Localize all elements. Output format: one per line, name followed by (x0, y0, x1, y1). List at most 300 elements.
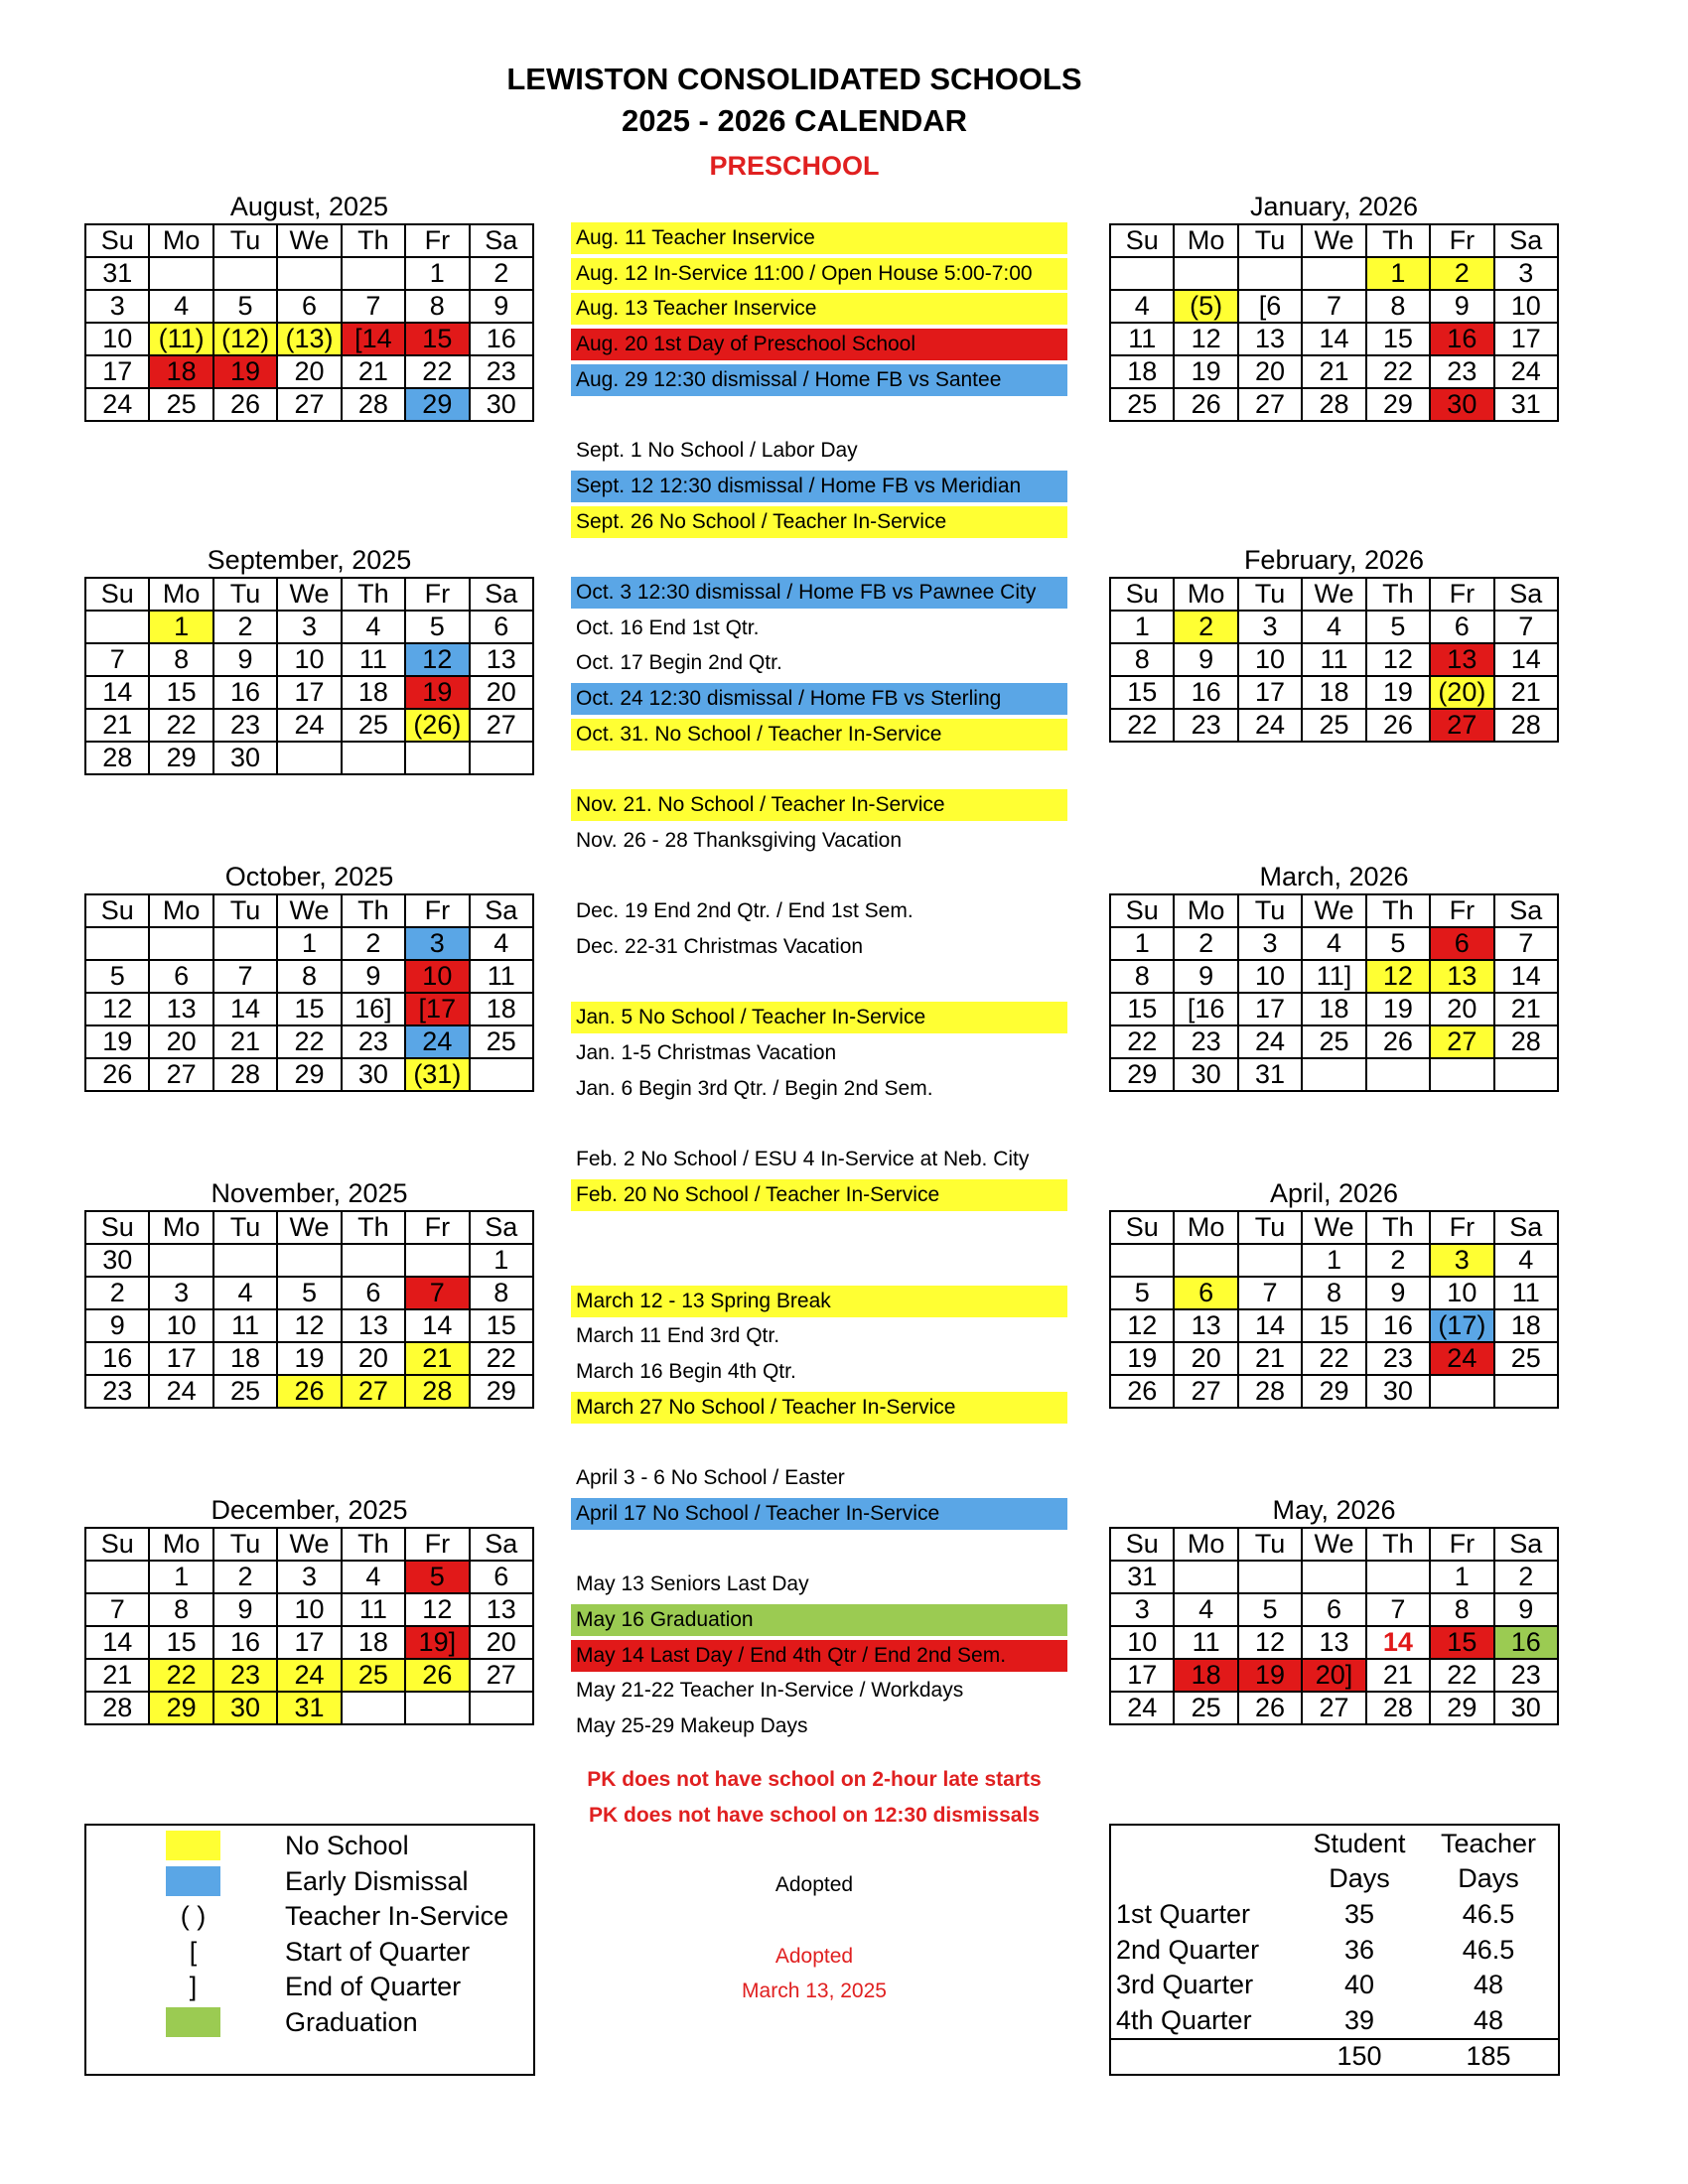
day-cell: 9 (470, 290, 533, 323)
month-grid (84, 1527, 534, 1725)
student-header: Student (1313, 1829, 1406, 1858)
quarter-name: 3rd Quarter (1116, 1970, 1254, 1999)
day-cell: 28 (1302, 388, 1365, 421)
event-item (571, 1108, 1067, 1140)
day-cell: 18 (1302, 676, 1365, 709)
day-cell: 30 (342, 1058, 405, 1091)
event-item: Oct. 17 Begin 2nd Qtr. (576, 651, 782, 675)
day-cell: 8 (1110, 960, 1174, 993)
day-cell: 11 (470, 960, 533, 993)
month-8 (84, 1493, 534, 1725)
month-grid (1109, 1210, 1559, 1409)
day-cell: 1 (1110, 927, 1174, 960)
day-cell: 7 (342, 290, 405, 323)
day-cell (1366, 1058, 1430, 1091)
weekday-header: Th (342, 578, 405, 611)
weekday-header: Su (85, 224, 149, 257)
day-cell: 1 (277, 927, 341, 960)
school-name: LEWISTON CONSOLIDATED SCHOOLS (506, 62, 1082, 96)
month-2 (84, 543, 534, 775)
day-cell: 3 (1430, 1244, 1493, 1277)
day-cell: 18 (1494, 1309, 1558, 1342)
weekday-header: Fr (405, 1528, 469, 1561)
day-cell: [14 (342, 323, 405, 355)
day-cell: 20 (149, 1025, 212, 1058)
day-cell: 22 (1110, 709, 1174, 742)
day-cell (1302, 1058, 1365, 1091)
weekday-header: We (277, 1211, 341, 1244)
day-cell: 23 (213, 709, 277, 742)
calendar-subtitle: PRESCHOOL (709, 151, 880, 181)
day-cell: 8 (1430, 1593, 1493, 1626)
day-cell: 18 (1174, 1659, 1237, 1692)
weekday-header: Fr (1430, 578, 1493, 611)
weekday-header: Th (342, 894, 405, 927)
day-cell: 26 (405, 1659, 469, 1692)
legend-item (86, 1936, 533, 1968)
event-item: May 21-22 Teacher In-Service / Workdays (576, 1679, 964, 1703)
day-cell: 31 (277, 1692, 341, 1724)
weekday-header: Su (1110, 578, 1174, 611)
day-cell: 22 (470, 1342, 533, 1375)
weekday-header: Sa (1494, 1211, 1558, 1244)
day-cell (1494, 1058, 1558, 1091)
day-cell (1174, 1561, 1237, 1593)
day-cell: 15 (470, 1309, 533, 1342)
month-3 (1109, 543, 1559, 743)
teacher-days-header: Days (1458, 1863, 1519, 1893)
legend-symbol: [ (189, 1936, 198, 1967)
student-days: 40 (1343, 1970, 1375, 1999)
day-cell: 7 (213, 960, 277, 993)
event-item: Aug. 29 12:30 dismissal / Home FB vs Santee (571, 364, 1067, 396)
day-cell: 1 (1430, 1561, 1493, 1593)
event-item (571, 860, 1067, 891)
day-cell: 28 (1238, 1375, 1302, 1408)
day-cell: 16 (213, 676, 277, 709)
weekday-header: Mo (1174, 1528, 1237, 1561)
event-item: May 13 Seniors Last Day (576, 1572, 809, 1596)
day-cell: 22 (1302, 1342, 1365, 1375)
day-cell: 21 (85, 1659, 149, 1692)
day-cell: 14 (85, 676, 149, 709)
day-cell: 5 (1366, 611, 1430, 643)
adopted-label: Adopted (774, 1873, 854, 1896)
day-cell: 20 (470, 676, 533, 709)
day-cell: 11] (1302, 960, 1365, 993)
legend-label: Start of Quarter (285, 1936, 471, 1967)
day-cell: 10 (1110, 1626, 1174, 1659)
month-title: December, 2025 (211, 1495, 408, 1525)
weekday-header: Tu (1238, 224, 1302, 257)
day-cell: 12 (85, 993, 149, 1025)
day-cell: 29 (1430, 1692, 1493, 1724)
day-cell: 26 (1238, 1692, 1302, 1724)
day-cell: 8 (149, 643, 212, 676)
day-cell: 25 (1494, 1342, 1558, 1375)
student-days-header: Days (1329, 1863, 1390, 1893)
day-cell: 11 (342, 1593, 405, 1626)
day-cell: 1 (149, 611, 212, 643)
quarter-row (1111, 1896, 1558, 1932)
event-item: Feb. 20 No School / Teacher In-Service (571, 1179, 1067, 1211)
legend-symbol: ( ) (180, 1901, 207, 1931)
legend-label: No School (285, 1831, 409, 1860)
day-cell: 7 (85, 643, 149, 676)
day-cell: 2 (1174, 927, 1237, 960)
day-cell (342, 1692, 405, 1724)
day-cell: 15 (1302, 1309, 1365, 1342)
legend-label: End of Quarter (285, 1972, 462, 2001)
event-item: Nov. 21. No School / Teacher In-Service (571, 789, 1067, 821)
quarter-row (1111, 1932, 1558, 1968)
month-title: May, 2026 (1272, 1495, 1396, 1525)
day-cell: 26 (1366, 709, 1430, 742)
day-cell: 21 (1494, 676, 1558, 709)
day-cell: 10 (277, 1593, 341, 1626)
weekday-header: Sa (470, 894, 533, 927)
day-cell: 12 (405, 643, 469, 676)
day-cell: (11) (149, 323, 212, 355)
weekday-header: We (1302, 1211, 1365, 1244)
weekday-header: We (1302, 578, 1365, 611)
day-cell: 11 (1494, 1277, 1558, 1309)
day-cell: 12 (1174, 323, 1237, 355)
day-cell: 23 (1174, 1025, 1237, 1058)
weekday-header: Mo (149, 1528, 212, 1561)
month-4 (84, 860, 534, 1092)
month-title: September, 2025 (207, 545, 412, 575)
weekday-header: Th (1366, 894, 1430, 927)
day-cell: 27 (149, 1058, 212, 1091)
day-cell (213, 1244, 277, 1277)
day-cell: 14 (213, 993, 277, 1025)
day-cell: 24 (277, 1659, 341, 1692)
event-item (571, 753, 1067, 785)
day-cell: 17 (1494, 323, 1558, 355)
day-cell: 23 (85, 1375, 149, 1408)
event-item (571, 541, 1067, 573)
day-cell: 25 (342, 709, 405, 742)
legend-swatch (166, 2007, 220, 2037)
day-cell: 13 (1238, 323, 1302, 355)
event-item: April 17 No School / Teacher In-Service (571, 1498, 1067, 1530)
day-cell: 9 (1494, 1593, 1558, 1626)
day-cell: 17 (1238, 993, 1302, 1025)
day-cell (213, 927, 277, 960)
month-1 (1109, 190, 1559, 422)
weekday-header: We (1302, 1528, 1365, 1561)
weekday-header: Th (1366, 578, 1430, 611)
event-item: Sept. 12 12:30 dismissal / Home FB vs Meridian (571, 471, 1067, 502)
day-cell: (20) (1430, 676, 1493, 709)
day-cell: 19 (1110, 1342, 1174, 1375)
day-cell: 29 (277, 1058, 341, 1091)
day-cell: 21 (342, 355, 405, 388)
day-cell (470, 1058, 533, 1091)
day-cell: 29 (1366, 388, 1430, 421)
day-cell: 10 (1494, 290, 1558, 323)
month-5 (1109, 860, 1559, 1092)
day-cell: 29 (1110, 1058, 1174, 1091)
day-cell (213, 257, 277, 290)
stats-header-row-1 (1111, 1826, 1558, 1861)
day-cell: 31 (1110, 1561, 1174, 1593)
weekday-header: Sa (1494, 224, 1558, 257)
weekday-header: Mo (1174, 1211, 1237, 1244)
day-cell: 6 (1302, 1593, 1365, 1626)
day-cell (1238, 1561, 1302, 1593)
day-cell: 22 (1110, 1025, 1174, 1058)
day-cell: 12 (1238, 1626, 1302, 1659)
day-cell (1238, 257, 1302, 290)
day-cell: 31 (85, 257, 149, 290)
day-cell: 15 (1110, 676, 1174, 709)
day-cell: 30 (213, 1692, 277, 1724)
day-cell: 23 (1174, 709, 1237, 742)
month-title: March, 2026 (1259, 862, 1409, 891)
day-cell: 27 (1238, 388, 1302, 421)
day-cell: 6 (1430, 611, 1493, 643)
day-cell: 13 (1174, 1309, 1237, 1342)
legend-label: Graduation (285, 2006, 418, 2037)
event-item: Oct. 24 12:30 dismissal / Home FB vs Sterling (571, 683, 1067, 715)
day-cell: 3 (277, 611, 341, 643)
day-cell: 3 (85, 290, 149, 323)
teacher-total: 185 (1466, 2041, 1511, 2071)
event-item: Aug. 20 1st Day of Preschool School (571, 329, 1067, 360)
event-item: March 16 Begin 4th Qtr. (576, 1360, 796, 1383)
day-cell: 24 (1238, 709, 1302, 742)
weekday-header: Tu (213, 224, 277, 257)
day-cell: 25 (149, 388, 212, 421)
day-cell: 27 (342, 1375, 405, 1408)
day-cell: 11 (1302, 643, 1365, 676)
day-cell: 2 (1366, 1244, 1430, 1277)
day-cell: 23 (1366, 1342, 1430, 1375)
event-item: Jan. 1-5 Christmas Vacation (576, 1040, 837, 1064)
day-cell: 17 (1110, 1659, 1174, 1692)
teacher-days: 48 (1473, 1970, 1504, 1999)
day-cell: 17 (277, 1626, 341, 1659)
day-cell (1302, 1561, 1365, 1593)
day-cell: 3 (149, 1277, 212, 1309)
day-cell: 9 (1174, 960, 1237, 993)
day-cell: 19 (1366, 993, 1430, 1025)
pk-note-dismissal: PK does not have school on 12:30 dismissals (589, 1804, 1040, 1827)
day-cell (342, 257, 405, 290)
day-cell: 17 (85, 355, 149, 388)
day-cell: 18 (470, 993, 533, 1025)
day-cell: 20 (470, 1626, 533, 1659)
legend-label: Teacher In-Service (285, 1901, 509, 1931)
day-cell: 19] (405, 1626, 469, 1659)
weekday-header: We (277, 224, 341, 257)
weekday-header: Sa (470, 224, 533, 257)
day-cell: 7 (1302, 290, 1365, 323)
day-cell: 2 (85, 1277, 149, 1309)
day-cell: 8 (470, 1277, 533, 1309)
day-cell: 13 (1430, 960, 1493, 993)
day-cell: 9 (1366, 1277, 1430, 1309)
day-cell: (31) (405, 1058, 469, 1091)
day-cell: 10 (277, 643, 341, 676)
day-cell: 7 (405, 1277, 469, 1309)
legend-swatch (166, 1831, 220, 1860)
day-cell: 7 (85, 1593, 149, 1626)
day-cell: (13) (277, 323, 341, 355)
pk-note-late-start: PK does not have school on 2-hour late starts (587, 1768, 1042, 1791)
day-cell: 29 (149, 742, 212, 774)
day-cell: 24 (1430, 1342, 1493, 1375)
day-cell (1430, 1375, 1493, 1408)
adopted-date: March 13, 2025 (742, 1979, 887, 2002)
event-item: Aug. 13 Teacher Inservice (571, 293, 1067, 325)
day-cell: 5 (85, 960, 149, 993)
day-cell: 21 (213, 1025, 277, 1058)
day-cell: 12 (1366, 960, 1430, 993)
event-item: Oct. 3 12:30 dismissal / Home FB vs Pawnee City (571, 577, 1067, 609)
day-cell: 10 (1238, 643, 1302, 676)
day-cell: 25 (1110, 388, 1174, 421)
day-cell: 19 (1238, 1659, 1302, 1692)
day-cell: 8 (1302, 1277, 1365, 1309)
month-0 (84, 190, 534, 422)
weekday-header: Tu (213, 1528, 277, 1561)
day-cell: 15 (1110, 993, 1174, 1025)
day-cell: 27 (470, 709, 533, 742)
weekday-header: Th (342, 1528, 405, 1561)
month-7 (1109, 1176, 1559, 1409)
day-cell: 15 (1366, 323, 1430, 355)
day-cell: 14 (1238, 1309, 1302, 1342)
event-item: Dec. 19 End 2nd Qtr. / End 1st Sem. (576, 899, 914, 923)
event-item (571, 1427, 1067, 1458)
day-cell (85, 927, 149, 960)
day-cell: 9 (85, 1309, 149, 1342)
month-9 (1109, 1493, 1559, 1725)
event-item: Aug. 12 In-Service 11:00 / Open House 5:00-7:00 (571, 258, 1067, 290)
day-cell: 1 (1302, 1244, 1365, 1277)
teacher-days: 46.5 (1462, 1934, 1515, 1965)
day-cell: 5 (405, 611, 469, 643)
day-cell: 23 (213, 1659, 277, 1692)
weekday-header: We (277, 894, 341, 927)
event-item: May 14 Last Day / End 4th Qtr / End 2nd Sem. (571, 1640, 1067, 1672)
weekday-header: Sa (470, 1211, 533, 1244)
day-cell: 24 (277, 709, 341, 742)
weekday-header: Sa (1494, 1528, 1558, 1561)
legend-item (86, 1865, 533, 1897)
day-cell: 3 (1238, 611, 1302, 643)
day-cell: 29 (405, 388, 469, 421)
weekday-header: Mo (149, 224, 212, 257)
student-total: 150 (1336, 2041, 1382, 2071)
day-cell: 19 (213, 355, 277, 388)
day-cell: [6 (1238, 290, 1302, 323)
day-cell: 16] (342, 993, 405, 1025)
day-cell: 21 (1302, 355, 1365, 388)
day-cell: 1 (405, 257, 469, 290)
day-cell (342, 1244, 405, 1277)
day-cell: 3 (1238, 927, 1302, 960)
month-grid (84, 1210, 534, 1409)
day-cell: 13 (1430, 643, 1493, 676)
event-item: Aug. 11 Teacher Inservice (571, 222, 1067, 254)
month-title: October, 2025 (224, 862, 394, 891)
day-cell: 10 (1238, 960, 1302, 993)
day-cell: 9 (1430, 290, 1493, 323)
day-cell: 4 (1302, 927, 1365, 960)
day-cell: 3 (1494, 257, 1558, 290)
day-cell: 4 (1302, 611, 1365, 643)
weekday-header: Sa (1494, 578, 1558, 611)
quarter-row (1111, 1967, 1558, 2002)
weekday-header: Fr (1430, 894, 1493, 927)
day-cell: 18 (1110, 355, 1174, 388)
day-cell: 24 (1494, 355, 1558, 388)
day-cell: 21 (85, 709, 149, 742)
day-cell: [17 (405, 993, 469, 1025)
student-days: 36 (1343, 1934, 1375, 1965)
day-cell: 16 (470, 323, 533, 355)
month-grid (1109, 223, 1559, 422)
weekday-header: Su (85, 894, 149, 927)
legend (84, 1824, 535, 2076)
event-item (571, 1533, 1067, 1565)
weekday-header: Sa (1494, 894, 1558, 927)
weekday-header: Th (1366, 1528, 1430, 1561)
day-cell: 17 (149, 1342, 212, 1375)
day-cell: 27 (1174, 1375, 1237, 1408)
event-item: Dec. 22-31 Christmas Vacation (576, 934, 864, 958)
event-item (571, 1214, 1067, 1246)
day-cell: 25 (1174, 1692, 1237, 1724)
day-cell (149, 1244, 212, 1277)
day-cell: 26 (213, 388, 277, 421)
day-cell (405, 1692, 469, 1724)
event-item: Sept. 1 No School / Labor Day (576, 439, 858, 463)
day-cell: 30 (1430, 388, 1493, 421)
day-cell: 19 (85, 1025, 149, 1058)
day-cell: 28 (1494, 709, 1558, 742)
day-cell: 22 (405, 355, 469, 388)
day-cell: 4 (1174, 1593, 1237, 1626)
event-item: Feb. 2 No School / ESU 4 In-Service at Neb. City (576, 1147, 1030, 1170)
day-cell: 8 (405, 290, 469, 323)
day-cell: 26 (1366, 1025, 1430, 1058)
weekday-header: Su (1110, 1528, 1174, 1561)
day-cell: 14 (405, 1309, 469, 1342)
day-cell (149, 257, 212, 290)
day-cell: 6 (342, 1277, 405, 1309)
weekday-header: Mo (149, 578, 212, 611)
legend-item (86, 1830, 533, 1861)
month-grid (1109, 893, 1559, 1092)
day-cell: 2 (1494, 1561, 1558, 1593)
day-cell: 6 (149, 960, 212, 993)
day-cell: 18 (342, 676, 405, 709)
day-cell: 10 (1430, 1277, 1493, 1309)
event-list (571, 222, 1067, 1746)
day-cell: 12 (277, 1309, 341, 1342)
day-cell: 4 (149, 290, 212, 323)
weekday-header: Tu (1238, 578, 1302, 611)
day-cell: 2 (213, 1561, 277, 1593)
day-cell: 6 (470, 1561, 533, 1593)
day-cell (1174, 1244, 1237, 1277)
day-cell: 24 (1110, 1692, 1174, 1724)
